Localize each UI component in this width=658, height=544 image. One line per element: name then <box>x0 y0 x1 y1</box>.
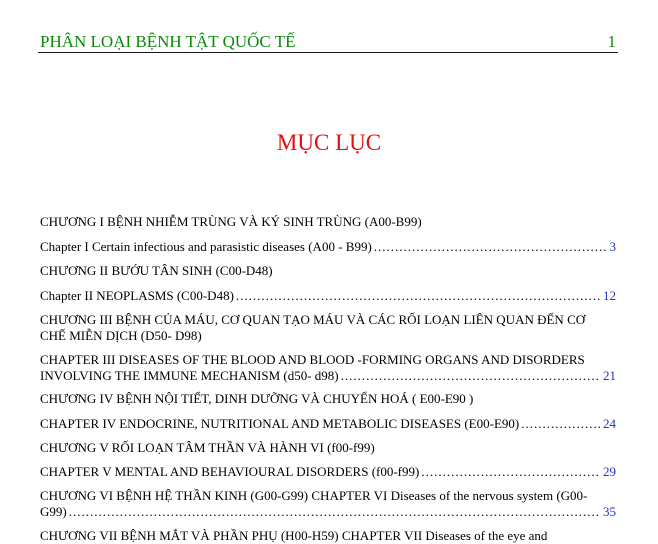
toc-entry-chapter-4-vi[interactable] <box>40 391 616 407</box>
toc-entry-text-line-2: G99) <box>40 504 67 519</box>
toc-entry-text: CHƯƠNG VII BỆNH MẮT VÀ PHẦN PHỤ (H00-H59) CHAPTER VII Diseases of the eye and <box>40 528 548 543</box>
toc-entry-text: CHAPTER V MENTAL AND BEHAVIOURAL DISORDERS (f00-f99) <box>40 464 420 479</box>
toc-entry-text: CHƯƠNG IV BỆNH NỘI TIẾT, DINH DƯỠNG VÀ CHUYỂN HOÁ ( E00-E90 ) <box>40 391 474 406</box>
toc-entry-chapter-3-en[interactable] <box>40 352 616 384</box>
toc-entry-chapter-5-en[interactable] <box>40 464 616 480</box>
header-page-number: 1 <box>607 32 616 51</box>
header-title: PHÂN LOẠI BỆNH TẬT QUỐC TẾ <box>40 32 296 51</box>
page-header <box>38 30 618 53</box>
dot-leader <box>236 288 601 304</box>
toc-entry-text-line-1: CHAPTER III DISEASES OF THE BLOOD AND BLOOD -FORMING ORGANS AND DISORDERS <box>40 352 585 367</box>
toc-entry-text: CHƯƠNG II BƯỚU TÂN SINH (C00-D48) <box>40 263 273 278</box>
toc-entry-text-line-2: CHẾ MIỄN DỊCH (D50- D98) <box>40 328 202 343</box>
toc-page-number[interactable]: 29 <box>603 464 616 479</box>
dot-leader <box>341 368 601 384</box>
toc-page-number[interactable]: 12 <box>603 288 616 303</box>
toc-entry-text: CHƯƠNG V RỐI LOẠN TÂM THẦN VÀ HÀNH VI (f00-f99) <box>40 440 375 455</box>
toc-entry-text: Chapter I Certain infectious and parasistic diseases (A00 - B99) <box>40 239 372 254</box>
dot-leader <box>374 239 608 255</box>
toc-entry-chapter-6[interactable] <box>40 488 616 520</box>
toc-page-number[interactable]: 24 <box>603 416 616 431</box>
toc-page-number[interactable]: 21 <box>603 368 616 383</box>
dot-leader <box>421 464 601 480</box>
toc-entry-text-line-2: INVOLVING THE IMMUNE MECHANISM (d50- d98) <box>40 368 339 383</box>
toc-entry-chapter-2-vi[interactable] <box>40 263 616 279</box>
toc-entry-chapter-1-vi[interactable] <box>40 214 616 230</box>
toc-entry-chapter-4-en[interactable] <box>40 416 616 432</box>
toc-entry-chapter-2-en[interactable] <box>40 288 616 304</box>
toc-entry-text: CHAPTER IV ENDOCRINE, NUTRITIONAL AND METABOLIC DISEASES (E00-E90) <box>40 416 520 431</box>
toc-entry-text-line-1: CHƯƠNG VI BỆNH HỆ THẦN KINH (G00-G99) CHAPTER VI Diseases of the nervous system (G00- <box>40 488 588 503</box>
toc-page-number[interactable]: 3 <box>609 239 616 254</box>
toc-entry-chapter-1-en[interactable] <box>40 239 616 255</box>
toc-entry-chapter-5-vi[interactable] <box>40 440 616 456</box>
toc-entry-chapter-3-vi[interactable] <box>40 312 616 344</box>
dot-leader <box>69 504 601 520</box>
toc-title: MỤC LỤC <box>276 130 382 155</box>
toc-entry-text: Chapter II NEOPLASMS (C00-D48) <box>40 288 234 303</box>
toc-page-number[interactable]: 35 <box>603 504 616 519</box>
dot-leader <box>521 416 601 432</box>
toc-entry-chapter-7[interactable] <box>40 528 616 544</box>
toc-entry-text-line-1: CHƯƠNG III BỆNH CỦA MÁU, CƠ QUAN TẠO MÁU VÀ CÁC RỐI LOẠN LIÊN QUAN ĐẾN CƠ <box>40 312 586 327</box>
toc-entry-text: CHƯƠNG I BỆNH NHIỄM TRÙNG VÀ KÝ SINH TRÙNG (A00-B99) <box>40 214 422 229</box>
